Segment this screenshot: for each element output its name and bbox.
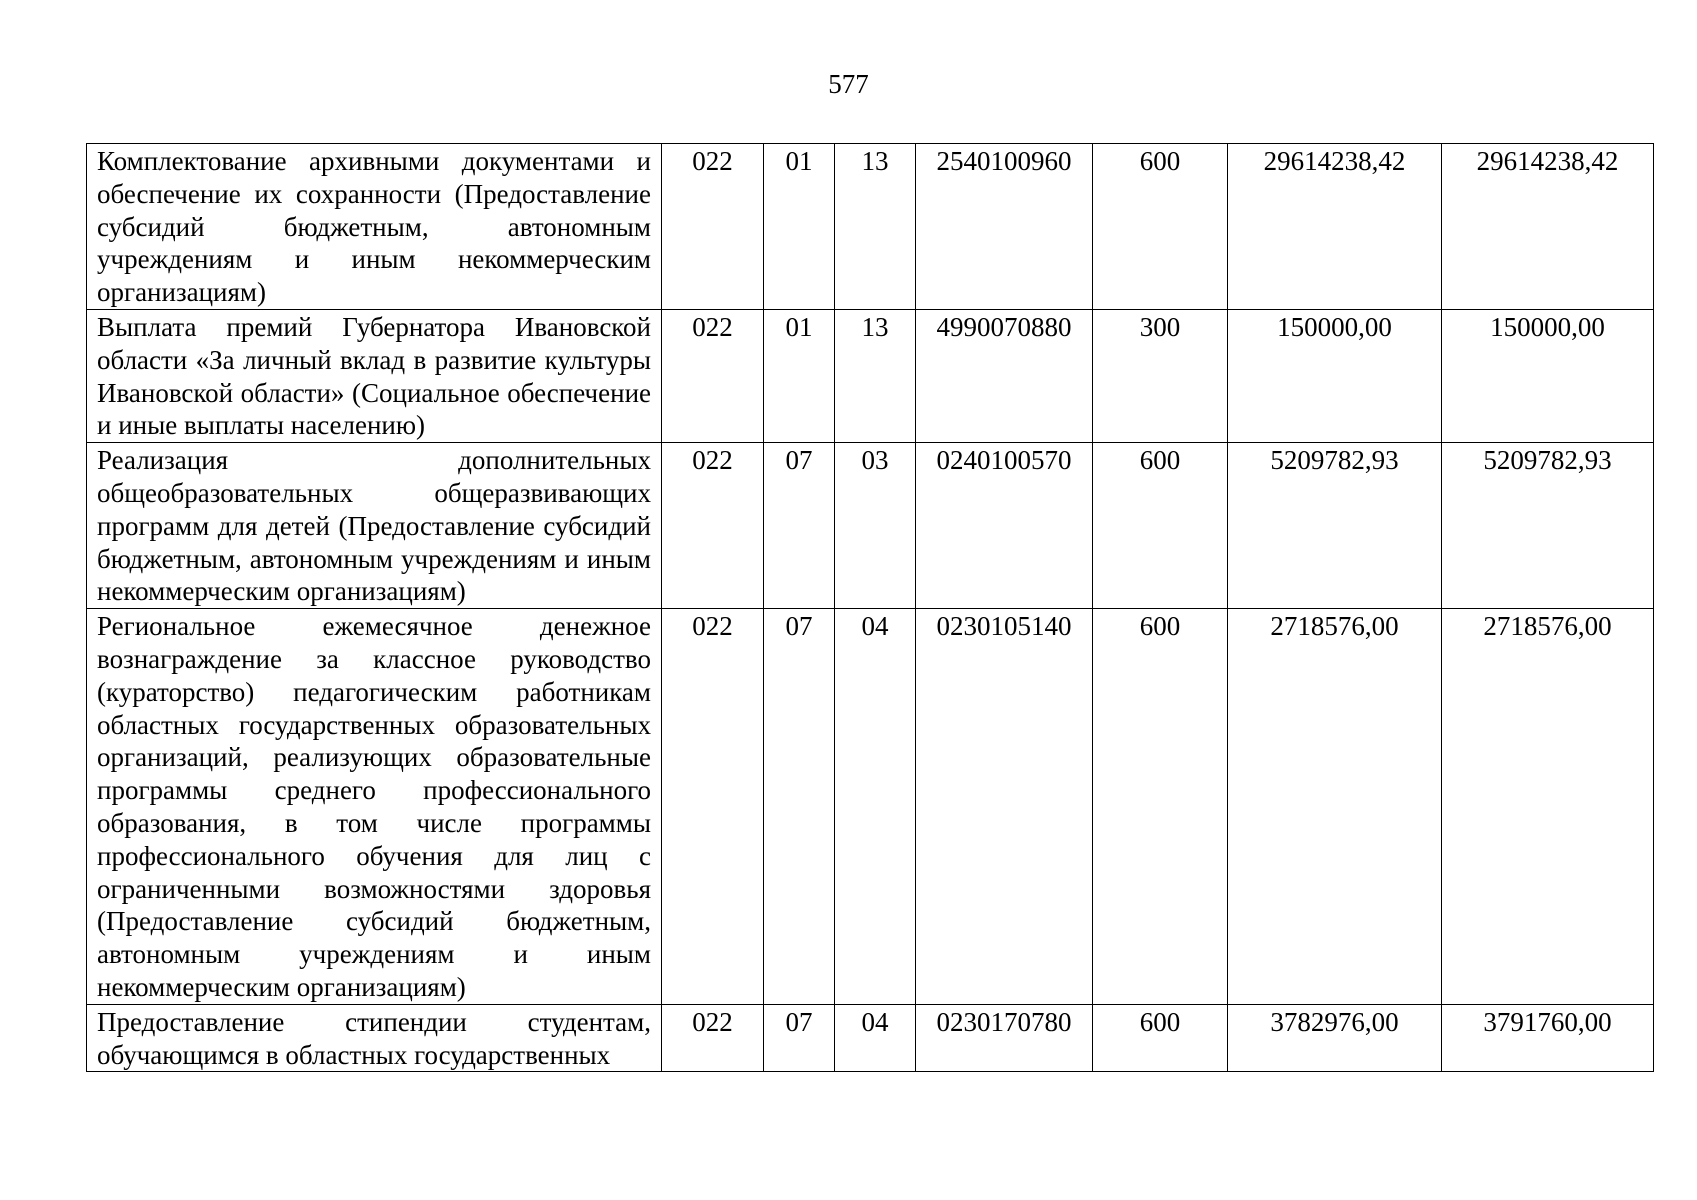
subsection-code: 04 (835, 1004, 916, 1072)
table-row (87, 309, 1654, 442)
target-article-code: 0230170780 (916, 1004, 1093, 1072)
amount-first-year: 2718576,00 (1228, 609, 1442, 1005)
target-article-code: 4990070880 (916, 309, 1093, 442)
table-row (87, 1004, 1654, 1072)
amount-second-year: 29614238,42 (1442, 144, 1654, 310)
section-code: 01 (764, 309, 835, 442)
expense-description: Выплата премий Губернатора Ивановской области «За личный вклад в развитие культуры Ивановской области» (Социальное обеспечение и иные выплаты населению) (87, 309, 662, 442)
amount-first-year: 3782976,00 (1228, 1004, 1442, 1072)
target-article-code: 0240100570 (916, 443, 1093, 609)
subsection-code: 13 (835, 144, 916, 310)
section-code: 07 (764, 1004, 835, 1072)
section-code: 07 (764, 443, 835, 609)
amount-second-year: 150000,00 (1442, 309, 1654, 442)
expense-type-code: 600 (1093, 1004, 1228, 1072)
amount-second-year: 2718576,00 (1442, 609, 1654, 1005)
amount-second-year: 5209782,93 (1442, 443, 1654, 609)
expense-type-code: 600 (1093, 443, 1228, 609)
expense-description: Региональное ежемесячное денежное вознаграждение за классное руководство (кураторство) педагогическим работникам областных государственных образовательных организаций, реализующих образовательные программы среднего профессионального образования, в том числе программы профессионального обучения для лиц с ограниченными возможностями здоровья (Предоставление субсидий бюджетным, автономным учреждениям и иным некоммерческим организациям) (87, 609, 662, 1005)
section-code: 07 (764, 609, 835, 1005)
section-code: 01 (764, 144, 835, 310)
table-row (87, 443, 1654, 609)
ministry-code: 022 (662, 144, 764, 310)
expense-type-code: 300 (1093, 309, 1228, 442)
budget-table (86, 143, 1654, 1072)
ministry-code: 022 (662, 443, 764, 609)
subsection-code: 03 (835, 443, 916, 609)
ministry-code: 022 (662, 1004, 764, 1072)
expense-description: Реализация дополнительных общеобразовательных общеразвивающих программ для детей (Предоставление субсидий бюджетным, автономным учреждениям и иным некоммерческим организациям) (87, 443, 662, 609)
expense-type-code: 600 (1093, 144, 1228, 310)
expense-type-code: 600 (1093, 609, 1228, 1005)
amount-second-year: 3791760,00 (1442, 1004, 1654, 1072)
table-row (87, 144, 1654, 310)
table-row (87, 609, 1654, 1005)
page-number: 577 (828, 69, 869, 99)
expense-description: Предоставление стипендии студентам, обучающимся в областных государственных (87, 1004, 662, 1072)
amount-first-year: 150000,00 (1228, 309, 1442, 442)
target-article-code: 0230105140 (916, 609, 1093, 1005)
subsection-code: 04 (835, 609, 916, 1005)
amount-first-year: 29614238,42 (1228, 144, 1442, 310)
ministry-code: 022 (662, 309, 764, 442)
subsection-code: 13 (835, 309, 916, 442)
expense-description: Комплектование архивными документами и обеспечение их сохранности (Предоставление субсидий бюджетным, автономным учреждениям и иным некоммерческим организациям) (87, 144, 662, 310)
amount-first-year: 5209782,93 (1228, 443, 1442, 609)
target-article-code: 2540100960 (916, 144, 1093, 310)
ministry-code: 022 (662, 609, 764, 1005)
